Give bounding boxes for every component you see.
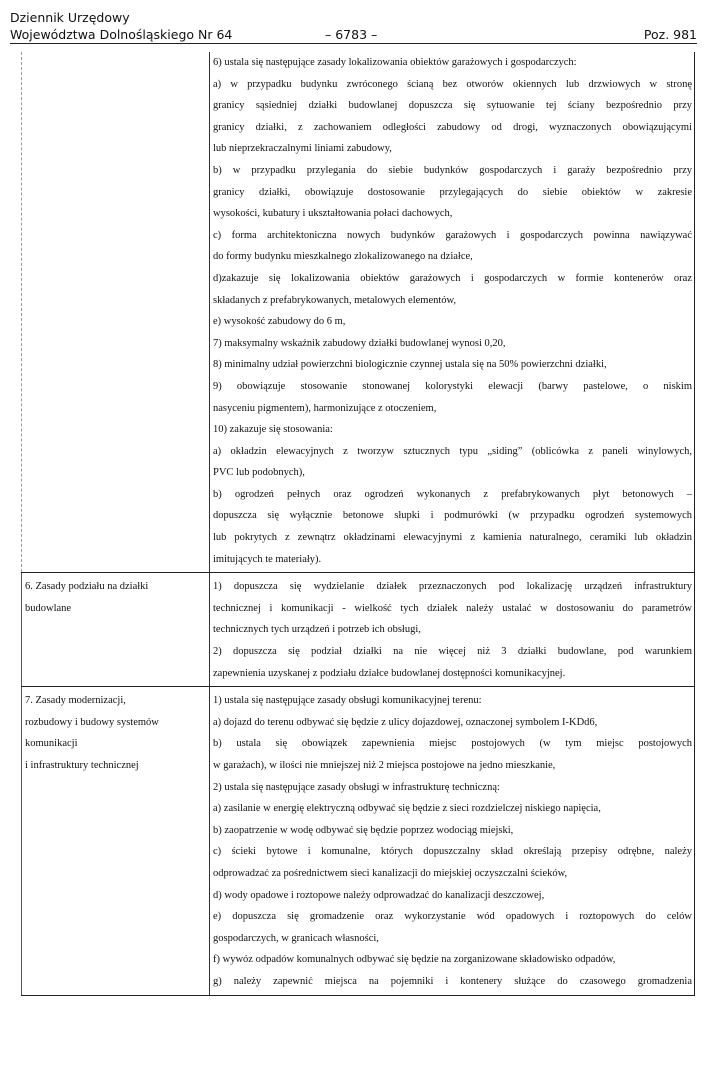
text-line: imitujących te materiały). <box>213 553 322 565</box>
section-content-cell <box>210 52 695 573</box>
text-line: g) należy zapewnić miejsca na pojemniki i kontenery służące do czasowego gromadzenia <box>213 975 692 987</box>
text-line: b) ustala się obowiązek zapewnienia miejsc postojowych (w tym miejsc postojowych <box>213 738 692 750</box>
text-line: 6) ustala się następujące zasady lokalizowania obiektów garażowych i gospodarczych: <box>213 57 577 68</box>
header-rule <box>10 43 697 44</box>
section-label-line: 7. Zasady modernizacji, <box>25 695 126 707</box>
text-line: a) dojazd do terenu odbywać się będzie z ulicy dojazdowej, oznaczonej symbolem I-KDd6, <box>213 716 598 728</box>
section-label-cell <box>22 52 210 573</box>
text-line: a) okładzin elewacyjnych z tworzyw sztucznych typu „siding” (oblicówka z paneli winylowych, <box>213 445 692 457</box>
text-line: technicznych tych urządzeń i potrzeb ich obsługi, <box>213 624 421 636</box>
text-line: zapewnienia uzyskanej z podziału działce budowlanej dostępności komunikacyjnej. <box>213 667 566 679</box>
text-line: dopuszcza się wyłącznie betonowe słupki i podmurówki (w przypadku ogrodzeń systemowych <box>213 510 692 522</box>
text-line: d)zakazuje się lokalizowania obiektów garażowych i gospodarczych w formie kontenerów oraz <box>213 272 692 284</box>
text-line: granicy działki, obowiązuje dostosowanie przylegających do siebie obiektów w zakresie <box>213 186 692 198</box>
table-row <box>22 573 695 687</box>
regulations-table <box>21 52 695 996</box>
text-line: e) wysokość zabudowy do 6 m, <box>213 316 346 328</box>
text-line: w garażach), w ilości nie mniejszej niż 2 miejsca postojowe na jedno mieszkanie, <box>213 760 556 771</box>
text-line: e) dopuszcza się gromadzenie oraz wykorzystanie wód opadowych i roztopowych do celów <box>213 911 692 923</box>
text-line: 1) ustala się następujące zasady obsługi komunikacyjnej terenu: <box>213 695 482 707</box>
text-line: c) ścieki bytowe i komunalne, których dopuszczalny skład określają przepisy odrębne, należy <box>213 846 692 858</box>
text-line: 1) dopuszcza się wydzielanie działek przeznaczonych pod lokalizację urządzeń infrastruktury <box>213 581 692 593</box>
document-body <box>21 52 693 996</box>
position-number: Poz. 981 <box>643 27 697 42</box>
text-line: b) ogrodzeń pełnych oraz ogrodzeń wykonanych z prefabrykowanych płyt betonowych – <box>213 488 692 500</box>
text-line: 9) obowiązuje stosowanie stonowanej kolorystyki elewacji (barwy pastelowe, o niskim <box>213 380 692 392</box>
text-line: 2) dopuszcza się podział działki na nie więcej niż 3 działki budowlane, pod warunkiem <box>213 646 692 658</box>
section-label-line: 6. Zasady podziału na działki <box>25 581 149 593</box>
text-line: f) wywóz odpadów komunalnych odbywać się będzie na zorganizowane składowisko odpadów, <box>213 954 616 966</box>
journal-title: Dziennik Urzędowy <box>10 10 130 25</box>
text-line: 7) maksymalny wskaźnik zabudowy działki budowlanej wynosi 0,20, <box>213 337 506 349</box>
section-content-cell <box>210 573 695 687</box>
section-label-line: rozbudowy i budowy systemów <box>25 716 159 728</box>
text-line: b) w przypadku przylegania do siebie budynków gospodarczych i garaży bezpośrednio przy <box>213 164 692 176</box>
text-line: 10) zakazuje się stosowania: <box>213 424 333 436</box>
section-content-cell <box>210 687 695 995</box>
text-line: technicznej i komunikacji - wielkość tych działek należy ustalać w dostosowaniu do parametrów <box>213 602 692 614</box>
text-line: 2) ustala się następujące zasady obsługi w infrastrukturę techniczną: <box>213 781 500 793</box>
page-number: – 6783 – <box>325 27 378 42</box>
section-label-line: budowlane <box>25 602 72 614</box>
text-line: b) zaopatrzenie w wodę odbywać się będzie poprzez wodociąg miejski, <box>213 824 514 836</box>
text-line: odprowadzać za pośrednictwem sieci kanalizacji do miejskiej oczyszczalni ścieków, <box>213 867 568 879</box>
section-label-line: komunikacji <box>25 738 78 750</box>
text-line: 8) minimalny udział powierzchni biologicznie czynnej ustala się na 50% powierzchni działki, <box>213 359 607 371</box>
journal-issue: Województwa Dolnośląskiego Nr 64 <box>10 27 233 42</box>
text-line: wysokości, kubatury i ukształtowania połaci dachowych, <box>213 208 453 220</box>
text-line: d) wody opadowe i roztopowe należy odprowadzać do kanalizacji deszczowej, <box>213 889 545 901</box>
text-line: nasyceniu pigmentem), harmonizujące z otoczeniem, <box>213 402 437 414</box>
text-line: gospodarczych, w granicach własności, <box>213 932 379 944</box>
page-header <box>10 8 697 44</box>
text-line: a) zasilanie w energię elektryczną odbywać się będzie z sieci rozdzielczej niskiego napięcia, <box>213 803 601 815</box>
table-row <box>22 52 695 573</box>
table-row <box>22 687 695 995</box>
section-label-cell <box>22 687 210 995</box>
section-label-line: i infrastruktury technicznej <box>25 760 139 771</box>
text-line: lub nieprzekraczalnymi liniami zabudowy, <box>213 143 392 155</box>
text-line: składanych z prefabrykowanych, metalowych elementów, <box>213 294 457 306</box>
text-line: a) w przypadku budynku zwróconego ścianą bez otworów okiennych lub drzwiowych w stronę <box>213 78 692 90</box>
text-line: c) forma architektoniczna nowych budynków garażowych i gospodarczych powinna nawiązywać <box>213 229 692 241</box>
text-line: granicy działki, z zachowaniem odległości zabudowy od drogi, wyznaczonych obowiązującymi <box>213 121 692 133</box>
text-line: do formy budynku mieszkalnego zlokalizowanego na działce, <box>213 251 473 263</box>
text-line: lub pokrytych z zewnątrz okładzinami elewacyjnymi z kamienia naturalnego, ceramiki lub okładzin <box>213 532 692 544</box>
section-label-cell <box>22 573 210 687</box>
text-line: granicy sąsiedniej działki budowlanej dopuszcza się sytuowanie tej ściany bezpośrednio przy <box>213 100 692 112</box>
text-line: PVC lub podobnych), <box>213 467 305 479</box>
